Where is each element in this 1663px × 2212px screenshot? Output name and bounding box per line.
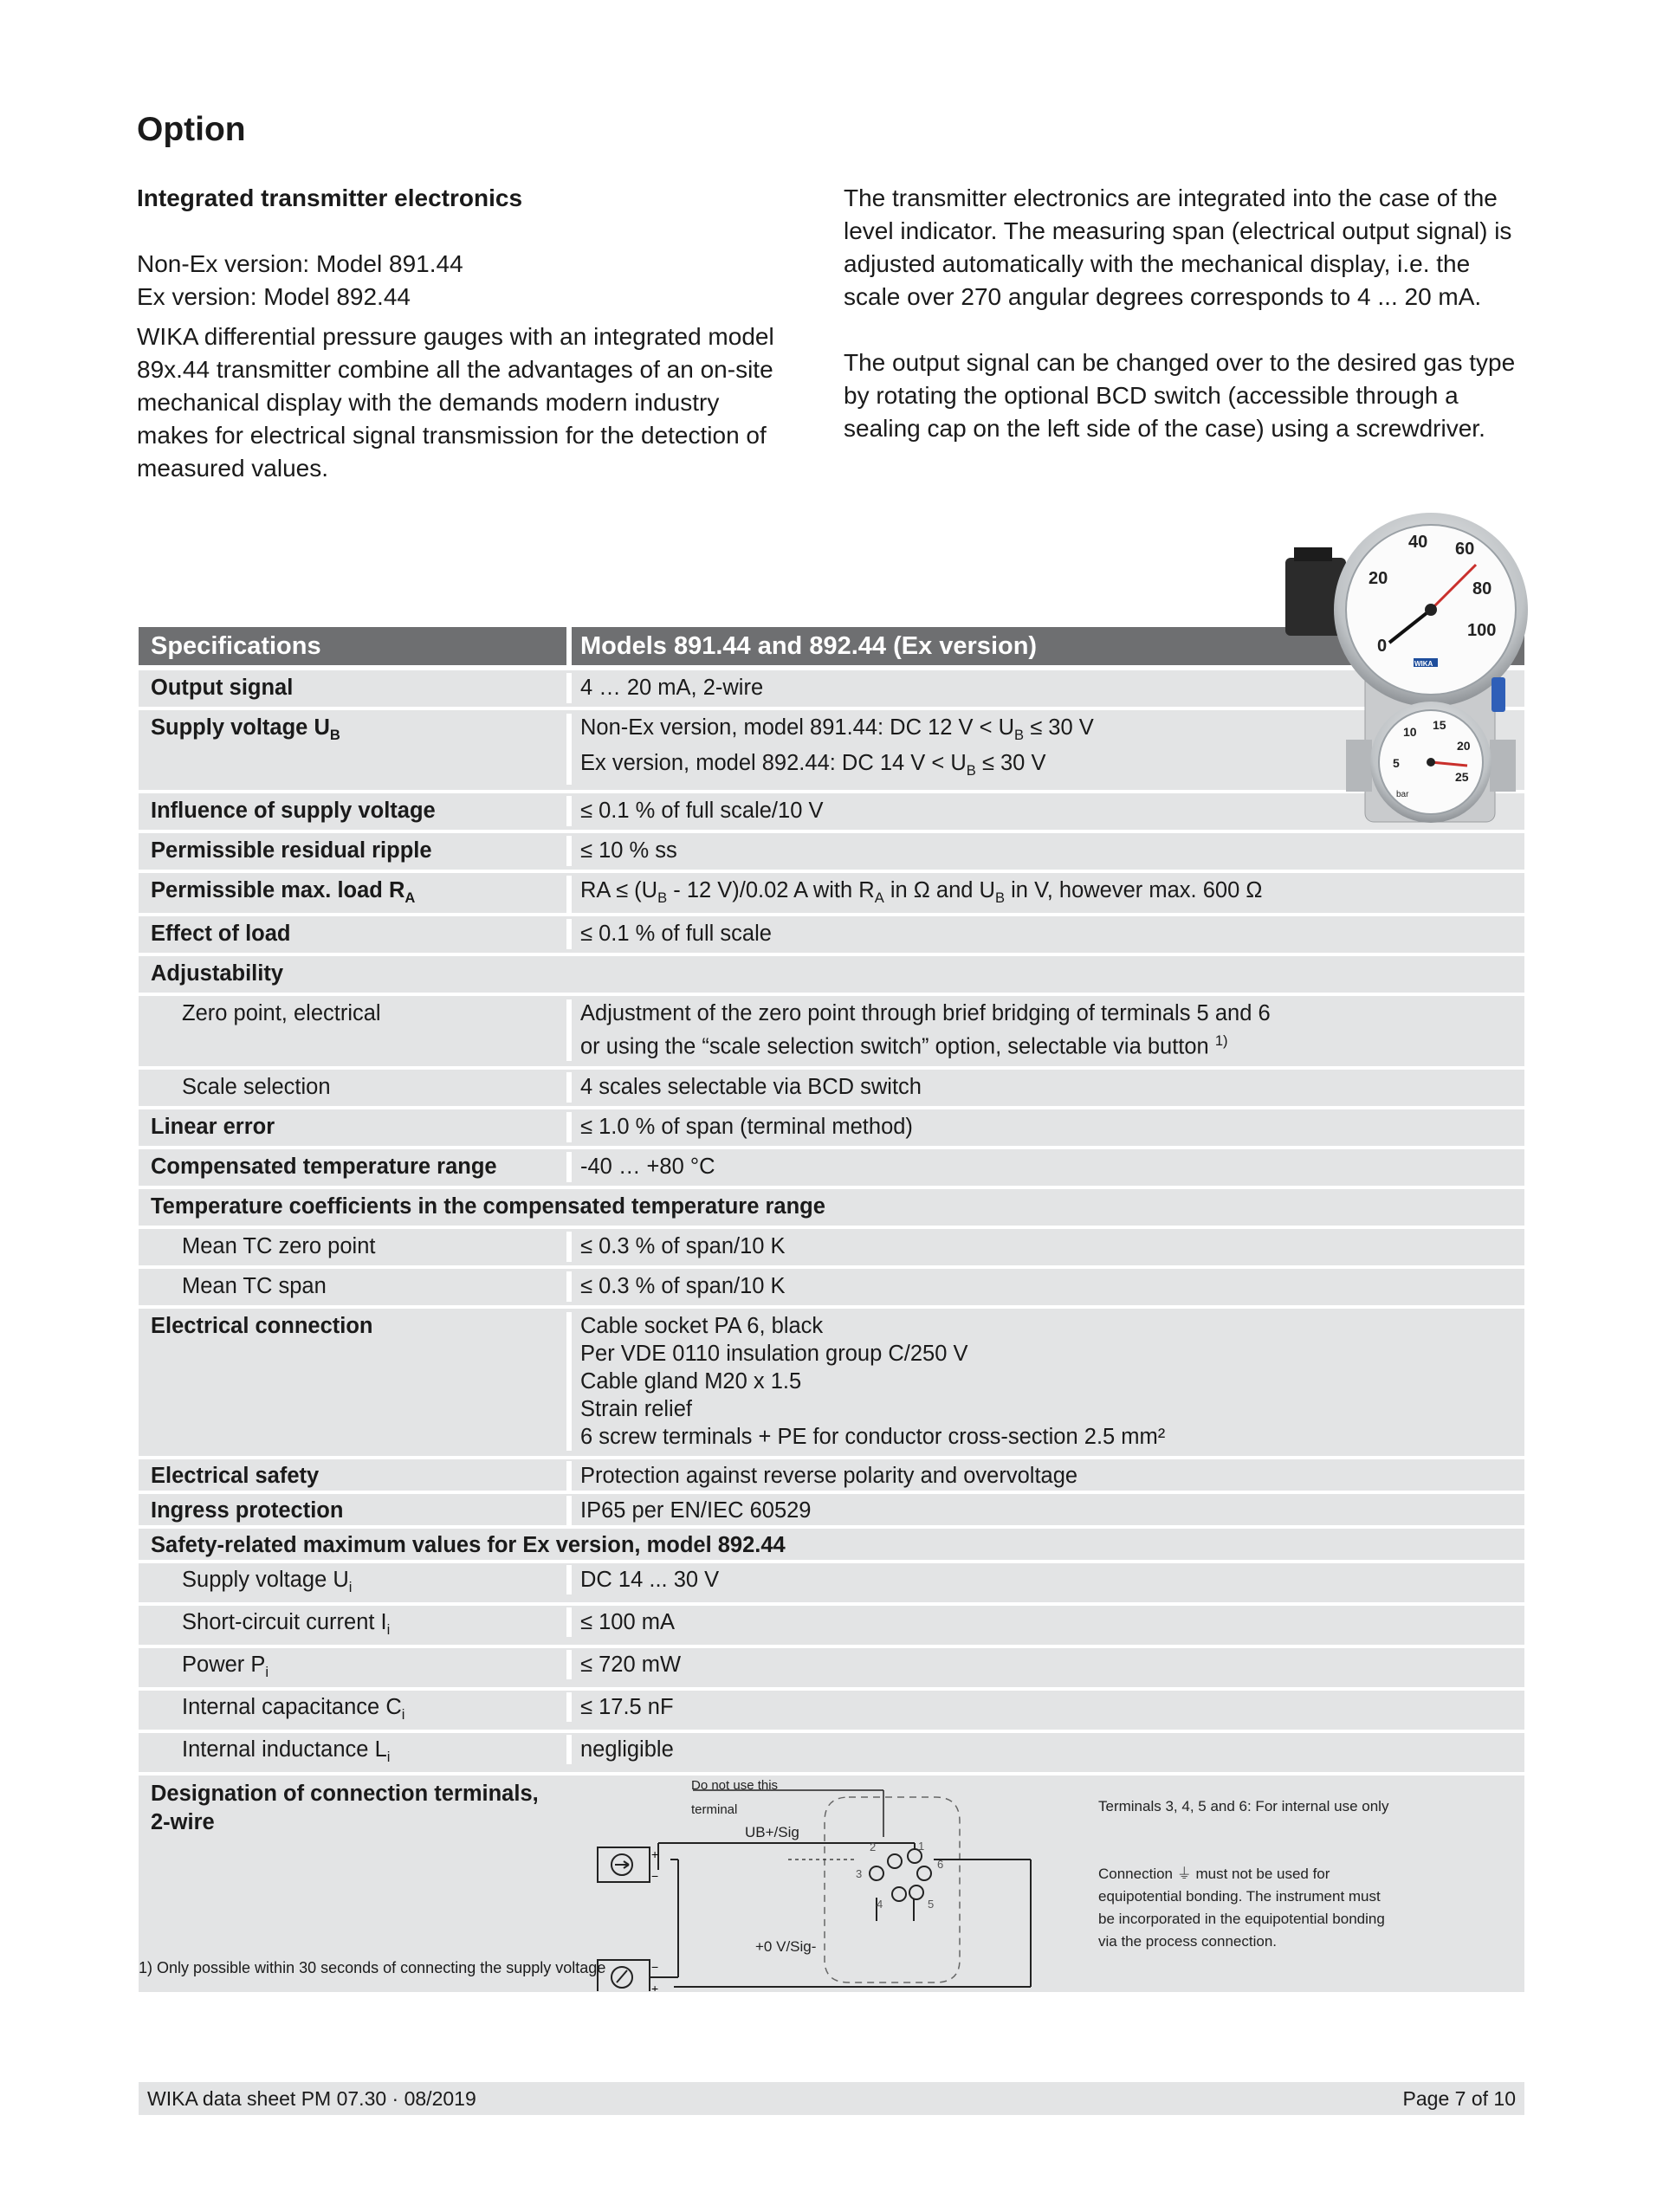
svg-text:+: +: [651, 1847, 659, 1862]
row-value: ≤ 0.3 % of span/10 K: [566, 1271, 1524, 1302]
row-value: 4 scales selectable via BCD switch: [566, 1072, 1524, 1103]
row-label: Ingress protection: [151, 1497, 344, 1523]
lower-scale-10: 10: [1403, 725, 1417, 739]
upper-brand: WIKA: [1414, 660, 1433, 668]
ub-sig-label: UB+/Sig: [745, 1824, 799, 1841]
table-row: [139, 1648, 1524, 1687]
lower-scale-5: 5: [1393, 756, 1400, 770]
differential-pressure-gauge-image: [1285, 506, 1537, 826]
upper-scale-20: 20: [1369, 569, 1388, 588]
table-row: [139, 1229, 1524, 1265]
row-value: ≤ 0.3 % of span/10 K: [566, 1232, 1524, 1262]
row-label: Electrical safety: [151, 1463, 320, 1488]
row-label: Mean TC zero point: [182, 1233, 376, 1258]
table-row: [139, 1459, 1524, 1491]
intro-right-column: [844, 182, 1528, 445]
row-label: Mean TC span: [182, 1273, 327, 1298]
lower-unit: bar: [1396, 790, 1409, 799]
row-value: Non-Ex version, model 891.44: DC 12 $V < U_B \le 30$ V Ex version, model 892.44: DC 14 $V < U_B \le 30$ V: [566, 714, 1524, 785]
row-label: Supply voltage $U_i$: [182, 1567, 353, 1595]
row-label: Output signal: [151, 676, 294, 700]
table-row: [139, 1070, 1524, 1106]
footer-datasheet: WIKA data sheet PM 07.30 · 08/2019: [147, 2087, 476, 2110]
page-title: Option: [137, 111, 246, 148]
upper-scale-40: 40: [1408, 533, 1428, 552]
table-row: [139, 916, 1524, 953]
row-label: Scale selection: [182, 1074, 331, 1099]
intro-subheading: Integrated transmitter electronics: [137, 184, 523, 211]
pin-label-2: 2: [870, 1840, 877, 1854]
table-row: [139, 1494, 1524, 1525]
svg-text:−: −: [651, 1960, 659, 1975]
row-label: Internal inductance $L_i$: [182, 1737, 391, 1766]
lower-scale-20: 20: [1457, 739, 1471, 753]
intro-paragraph: WIKA differential pressure gauges with an integrated model 89x.44 transmitter combine all the advantages of an on-site mechanical display with the demands modern industry makes for electrical signal transmission for the detection of measured values.: [137, 323, 774, 482]
row-label: Permissible max. load $R_A$: [151, 878, 416, 907]
intro-left-column: [137, 182, 795, 485]
specifications-table: [139, 627, 1524, 1995]
footer-page-number: Page 7 of 10: [1402, 2087, 1516, 2110]
svg-text:−: −: [651, 1869, 659, 1884]
section-label: Temperature coefficients in the compensated temperature range: [151, 1193, 825, 1219]
row-value: ≤ 720 mW: [566, 1650, 1524, 1679]
header-models: Models 891.44 and 892.44 (Ex version): [566, 627, 1524, 665]
row-value: 4 … 20 mA, 2-wire: [566, 673, 1524, 703]
row-label: Internal capacitance $C_i$: [182, 1695, 405, 1724]
row-label: Power $P_i$: [182, 1652, 269, 1681]
upper-scale-100: 100: [1467, 621, 1497, 640]
row-label: Supply voltage $U_B$: [151, 715, 340, 744]
upper-scale-80: 80: [1472, 579, 1492, 598]
pin-label-1: 1: [918, 1840, 925, 1853]
pin-label-5: 5: [928, 1898, 935, 1911]
row-label: Electrical connection: [151, 1313, 373, 1338]
equipotential-note: Connection ⏚ must not be used for equipotential bonding. The instrument must be incorporated in the equipotential bonding via the process connection.: [1098, 1866, 1385, 1950]
row-value: ≤ 100 mA: [566, 1607, 1524, 1637]
row-value: Adjustment of the zero point through brief bridging of terminals 5 and 6 or using the “scale selection switch” option, selectable via button $^{1)}$: [566, 999, 1524, 1061]
bcd-paragraph: The output signal can be changed over to the desired gas type by rotating the optional BCD switch (accessible through a sealing cap on the left side of the case) using a screwdriver.: [844, 349, 1516, 442]
row-label: Designation of connection terminals, 2-wire: [151, 1782, 539, 1835]
row-value: Cable socket PA 6, black Per VDE 0110 insulation group C/250 V Cable gland M20 x 1.5 Strain relief 6 screw terminals + PE for conductor cross-section 2.5 mm²: [566, 1312, 1524, 1451]
row-label: Short-circuit current $I_i$: [182, 1609, 391, 1638]
page-footer: [139, 2082, 1524, 2115]
non-ex-model: Non-Ex version: Model 891.44: [137, 250, 463, 277]
lower-scale-15: 15: [1433, 718, 1446, 732]
table-row-section: [139, 1529, 1524, 1560]
footnote: 1) Only possible within 30 seconds of connecting the supply voltage: [139, 1959, 606, 1976]
pin-label-3: 3: [856, 1867, 863, 1881]
internal-use-note: Terminals 3, 4, 5 and 6: For internal use only: [1098, 1798, 1389, 1815]
row-value: ≤ 0.1 % of full scale/10 V: [566, 796, 1524, 826]
table-row: [139, 1269, 1524, 1305]
table-row-section: [139, 956, 1524, 993]
header-specifications: Specifications: [151, 632, 321, 660]
table-row: [139, 996, 1524, 1066]
row-value: ≤ 17.5 nF: [566, 1692, 1524, 1722]
row-value: DC 14 ... 30 V: [566, 1565, 1524, 1594]
section-label: Adjustability: [151, 961, 284, 986]
do-not-use-label: Do not use this: [691, 1778, 779, 1794]
row-label: Compensated temperature range: [151, 1154, 497, 1179]
section-label: Safety-related maximum values for Ex version, model 892.44: [151, 1532, 786, 1557]
row-value: ≤ 1.0 % of span (terminal method): [566, 1112, 1524, 1142]
table-row: [139, 1109, 1524, 1146]
table-row: [139, 833, 1524, 870]
table-row-section: [139, 1189, 1524, 1226]
table-row: [139, 873, 1524, 913]
row-value: ≤ 10 % ss: [566, 836, 1524, 866]
pin-label-4: 4: [877, 1898, 883, 1911]
table-row: [139, 1691, 1524, 1730]
row-label: Effect of load: [151, 922, 291, 947]
row-label: Linear error: [151, 1114, 275, 1139]
row-label: Zero point, electrical: [182, 1001, 381, 1026]
row-value: ≤ 0.1 % of full scale: [566, 919, 1524, 949]
lower-scale-25: 25: [1455, 770, 1469, 784]
upper-scale-0: 0: [1377, 637, 1388, 656]
ex-model: Ex version: Model 892.44: [137, 283, 411, 310]
row-value: -40 … +80 °C: [566, 1152, 1524, 1182]
table-row: [139, 1149, 1524, 1186]
row-value: RA ≤ ($U_B - 12$ V)/0.02 A with $R_A$ in Ω and $U_B$ in V, however max. 600 Ω: [566, 876, 1524, 913]
zero-v-label: +0 V/Sig-: [755, 1938, 817, 1956]
table-row: [139, 1733, 1524, 1772]
svg-text:+: +: [651, 1982, 659, 1992]
transmitter-paragraph: The transmitter electronics are integrated into the case of the level indicator. The measuring span (electrical output signal) is adjusted automatically with the mechanical display, i.e. the scale over 270 angular degrees corresponds to 4 ... 20 mA.: [844, 184, 1512, 310]
pin-label-6: 6: [937, 1858, 944, 1872]
row-value: IP65 per EN/IEC 60529: [566, 1496, 1524, 1525]
row-value: Protection against reverse polarity and overvoltage: [566, 1461, 1524, 1491]
table-row: [139, 1563, 1524, 1602]
terminal-label: terminal: [691, 1802, 738, 1818]
upper-scale-60: 60: [1455, 540, 1475, 559]
row-label: Influence of supply voltage: [151, 799, 436, 824]
row-value: negligible: [566, 1735, 1524, 1764]
table-row: [139, 1606, 1524, 1645]
row-label: Permissible residual ripple: [151, 838, 432, 863]
table-row: [139, 1309, 1524, 1456]
